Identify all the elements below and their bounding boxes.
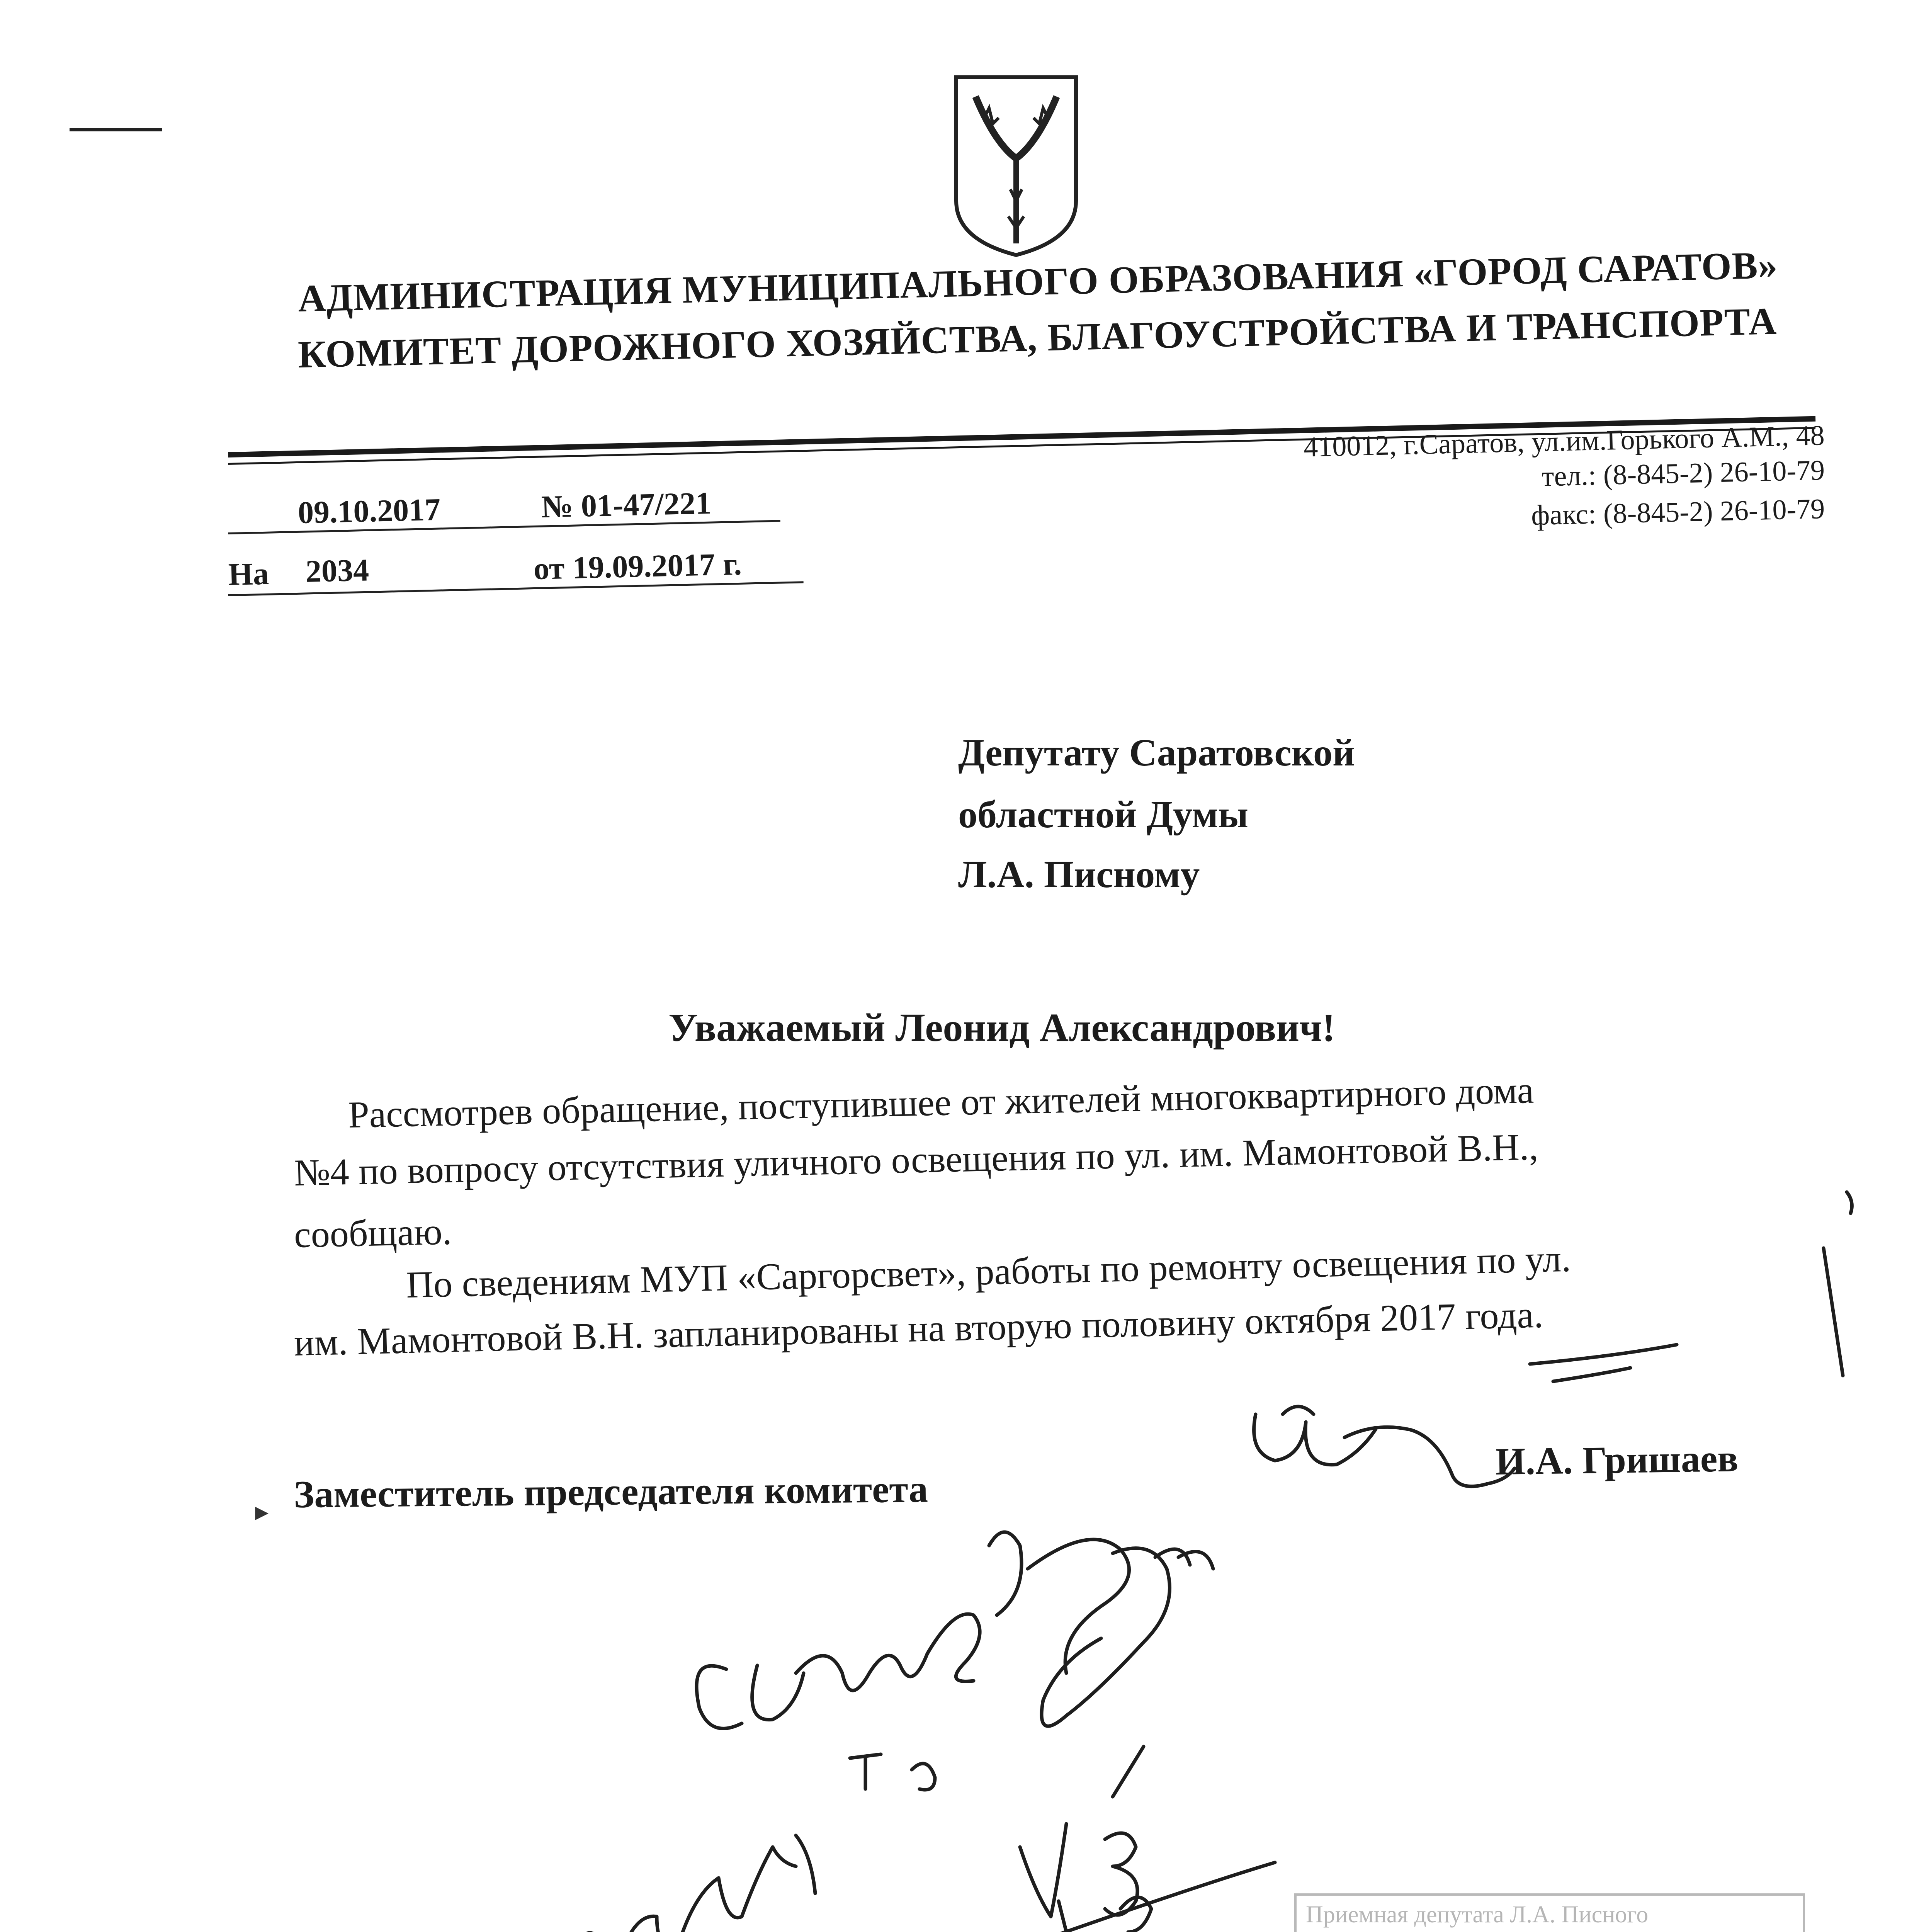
body-paragraph-1-line-2: №4 по вопросу отсутствия уличного освещения по ул. им. Мамонтовой В.Н., [294,1126,1539,1194]
coat-of-arms-icon [948,73,1084,259]
sender-phone: тел.: (8-845-2) 26-10-79 [1541,454,1825,493]
body-paragraph-1-line-1: Рассмотрев обращение, поступившее от жителей многоквартирного дома [348,1069,1535,1136]
reply-label: На [228,556,269,592]
letterhead-line-2: КОМИТЕТ ДОРОЖНОГО ХОЗЯЙСТВА, БЛАГОУСТРОЙСТВА И ТРАНСПОРТА [297,299,1778,376]
margin-dash-mark [70,128,162,131]
salutation: Уважаемый Леонид Александрович! [668,1005,1336,1050]
body-paragraph-2-line-2: им. Мамонтовой В.Н. запланированы на вторую половину октября 2017 года. [294,1294,1544,1364]
letterhead-line-1: АДМИНИСТРАЦИЯ МУНИЦИПАЛЬНОГО ОБРАЗОВАНИЯ «ГОРОД САРАТОВ» [297,243,1778,320]
stamp-title: Приемная депутата Л.А. Писного [1306,1901,1649,1928]
sender-fax: факс: (8-845-2) 26-10-79 [1531,493,1825,532]
signatory-title: Заместитель председателя комитета [294,1467,928,1516]
reply-number: 2034 [305,552,370,589]
signatory-name: И.А. Гришаев [1495,1437,1739,1483]
outgoing-date: 09.10.2017 [297,492,441,530]
body-paragraph-2-line-1: По сведениям МУП «Саргорсвет», работы по ремонту освещения по ул. [406,1238,1571,1306]
sender-address: 410012, г.Саратов, ул.им.Горького А.М., 48 [1303,419,1825,463]
reply-date: от 19.09.2017 г. [533,546,742,586]
outgoing-number: № 01-47/221 [541,485,712,524]
addressee-line-2: областной Думы [958,793,1249,836]
body-paragraph-1-line-3: сообщаю. [294,1211,452,1256]
addressee-line-1: Депутату Саратовской [958,731,1355,774]
margin-tick-mark: ▸ [255,1497,269,1527]
addressee-line-3: Л.А. Писному [958,853,1200,896]
